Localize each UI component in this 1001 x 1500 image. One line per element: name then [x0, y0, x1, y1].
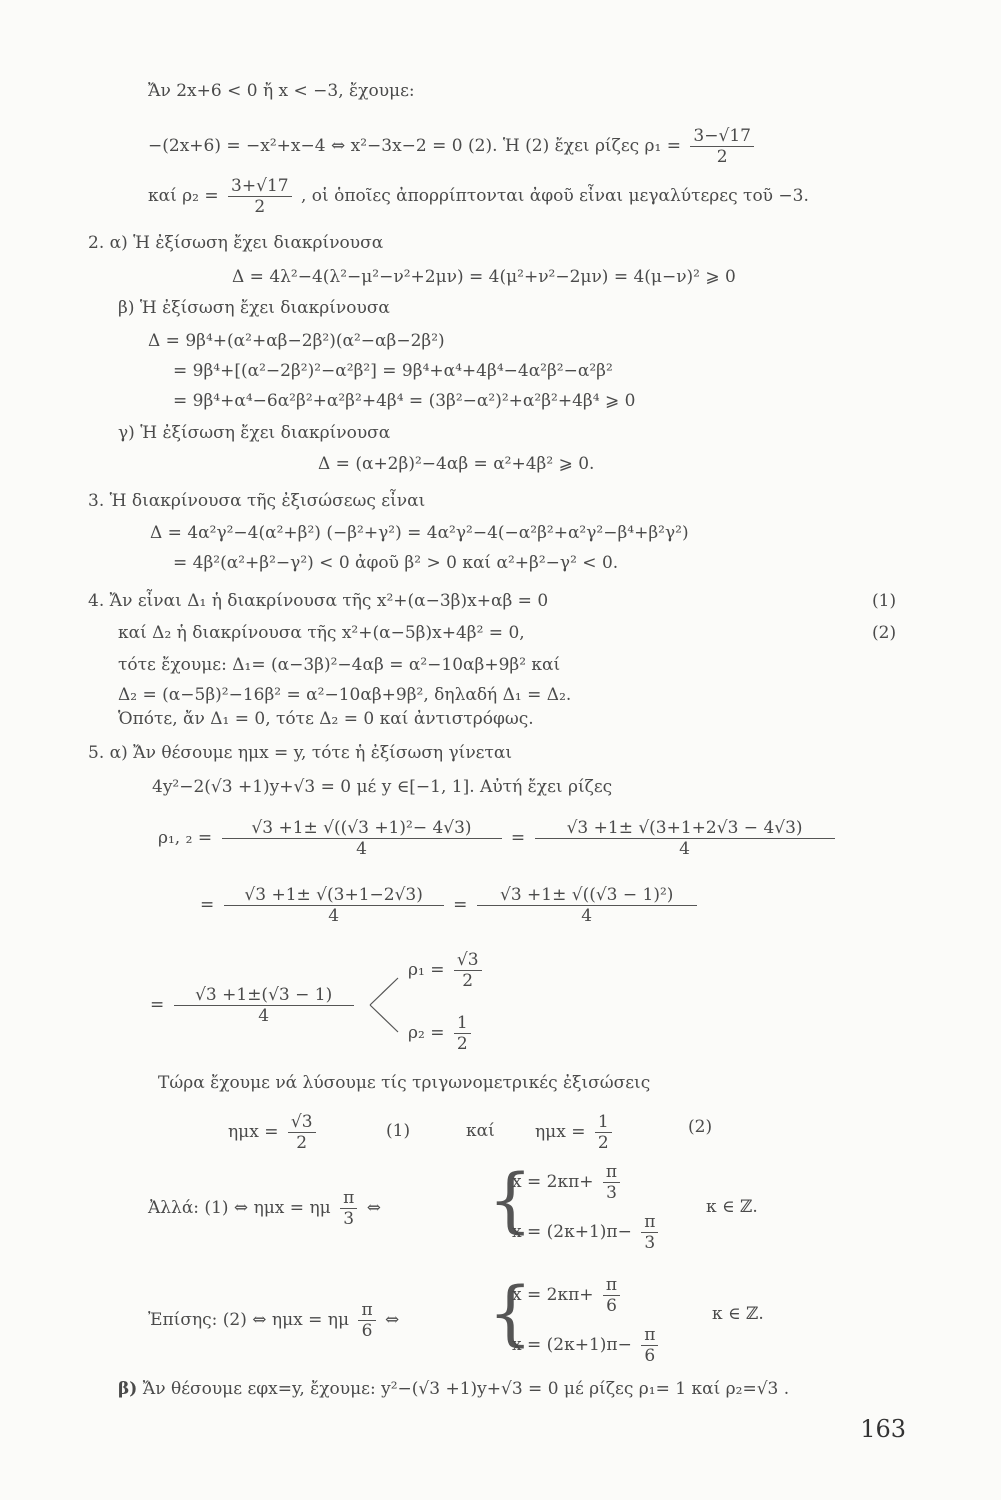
equation-text: Ἐπίσης: (2) ⇔ ημx = ημ — [148, 1310, 350, 1330]
equation-line: Δ = 4α²γ²−4(α²+β²) (−β²+γ²) = 4α²γ²−4(−α²β²+α²γ²−β⁴+β²γ²) — [150, 523, 689, 543]
text-line: Τώρα ἔχουμε νά λύσουμε τίς τριγωνομετρικές ἐξισώσεις — [158, 1073, 651, 1093]
denominator: 2 — [597, 1133, 609, 1153]
numerator: √3 — [454, 950, 482, 971]
section-heading: 5. α) Ἄν θέσουμε ημx = y, τότε ἡ ἐξίσωση γίνεται — [88, 743, 513, 763]
text: κ ∈ ℤ. — [706, 1197, 758, 1217]
denominator: 2 — [716, 147, 728, 167]
equation-line: Δ = (α+2β)²−4αβ = α²+4β² ⩾ 0. — [318, 454, 595, 474]
denominator: 4 — [258, 1006, 270, 1026]
equation-line: Δ = 9β⁴+(α²+αβ−2β²)(α²−αβ−2β²) — [148, 331, 445, 351]
fraction — [641, 1212, 658, 1253]
numerator: π — [603, 1162, 620, 1183]
equation-line — [148, 176, 809, 217]
text-line: καί Δ₂ ἡ διακρίνουσα τῆς x²+(α−5β)x+4β² = 0, — [118, 623, 525, 643]
section-heading — [118, 422, 390, 444]
numerator: 1 — [454, 1013, 471, 1034]
branch-lines — [368, 970, 408, 1040]
text-line: Ὁπότε, ἄν Δ₁ = 0, τότε Δ₂ = 0 καί ἀντιστρόφως. — [118, 709, 534, 729]
item-label: 2. α) — [88, 233, 128, 253]
equation-line — [535, 1112, 616, 1153]
equation-line: Δ = 4λ²−4(λ²−μ²−ν²+2μν) = 4(μ²+ν²−2μν) = 4(μ−ν)² ⩾ 0 — [232, 267, 736, 287]
fraction — [641, 1325, 658, 1366]
left-brace: { — [488, 1272, 533, 1354]
equation-line — [228, 1112, 320, 1153]
equation-text: ρ₂ = — [408, 1023, 445, 1043]
equation-text: ⇔ — [366, 1198, 381, 1218]
text-line: Ἄν 2x+6 < 0 ἤ x < −3, ἔχουμε: — [148, 81, 415, 101]
fraction — [690, 126, 754, 167]
equation-text: ημx = — [228, 1122, 279, 1142]
numerator: π — [641, 1212, 658, 1233]
numerator: 3−√17 — [690, 126, 754, 147]
equation-line — [512, 1162, 624, 1203]
text: κ ∈ ℤ. — [712, 1304, 764, 1324]
fraction — [340, 1188, 357, 1229]
equation-text: x = (2κ+1)π− — [512, 1222, 632, 1242]
text-line: τότε ἔχουμε: Δ₁= (α−3β)²−4αβ = α²−10αβ+9β² καί — [118, 655, 561, 675]
equation-text: x = (2κ+1)π− — [512, 1335, 632, 1355]
section-heading — [88, 232, 383, 254]
equation-text: καί ρ₂ = — [148, 186, 219, 206]
equation-line — [512, 1275, 624, 1316]
equation-text: = — [453, 895, 468, 915]
numerator: π — [358, 1300, 375, 1321]
equation-tag: (2) — [688, 1117, 713, 1137]
fraction — [595, 1112, 612, 1153]
denominator: 2 — [296, 1133, 308, 1153]
fraction — [603, 1162, 620, 1203]
equation-line — [512, 1212, 662, 1253]
equation-text: , οἱ ὁποῖες ἀπορρίπτονται ἀφοῦ εἶναι μεγαλύτερες τοῦ −3. — [300, 186, 809, 206]
equation-text: = — [150, 995, 165, 1015]
fraction — [222, 818, 502, 859]
fraction — [454, 1013, 471, 1054]
fraction — [224, 885, 444, 926]
numerator: √3 +1± √(3+1−2√3) — [224, 885, 444, 906]
numerator: π — [603, 1275, 620, 1296]
equation-tag: (1) — [386, 1121, 411, 1141]
equation-text: −(2x+6) = −x²+x−4 ⇔ x²−3x−2 = 0 (2). Ἡ (2) ἔχει ρίζες ρ₁ = — [148, 136, 682, 156]
equation-text: ρ₁ = — [408, 960, 445, 980]
section-heading: 4. Ἄν εἶναι Δ₁ ἡ διακρίνουσα τῆς x²+(α−3β)x+αβ = 0 — [88, 591, 549, 611]
denominator: 4 — [356, 839, 367, 859]
numerator: √3 +1± √((√3 − 1)²) — [477, 885, 697, 906]
denominator: 6 — [606, 1296, 617, 1316]
equation-text: ρ₁, ₂ = — [158, 828, 213, 848]
fraction — [454, 950, 482, 991]
numerator: √3 +1±(√3 − 1) — [174, 985, 354, 1006]
denominator: 3 — [644, 1233, 656, 1253]
section-heading — [118, 1378, 789, 1400]
equation-line — [150, 985, 358, 1026]
equation-text: = — [510, 828, 526, 848]
equation-line — [200, 885, 701, 926]
denominator: 2 — [456, 1034, 468, 1054]
equation-text: Ἀλλά: (1) ⇔ ημx = ημ — [148, 1198, 331, 1218]
fraction — [535, 818, 835, 859]
denominator: 3 — [606, 1183, 617, 1203]
denominator: 6 — [361, 1321, 373, 1341]
equation-tag: (2) — [872, 623, 897, 643]
equation-tag: (1) — [872, 591, 897, 611]
text: Ἡ ἐξίσωση ἔχει διακρίνουσα — [139, 298, 390, 318]
numerator: √3 +1± √((√3 +1)²− 4√3) — [222, 818, 502, 839]
equation-line — [148, 1188, 381, 1229]
text: Ἡ ἐξίσωση ἔχει διακρίνουσα — [133, 233, 384, 253]
fraction — [477, 885, 697, 926]
item-label: β) — [118, 1379, 138, 1399]
equation-line: = 4β²(α²+β²−γ²) < 0 ἀφοῦ β² > 0 καί α²+β²−γ² < 0. — [173, 553, 619, 573]
section-heading — [118, 297, 390, 319]
fraction — [228, 176, 292, 217]
equation-text: x = 2κπ+ — [512, 1172, 594, 1192]
denominator: 3 — [343, 1209, 355, 1229]
equation-line: 4y²−2(√3 +1)y+√3 = 0 μέ y ∈[−1, 1]. Αὐτή ἔχει ρίζες — [152, 777, 613, 797]
equation-line — [408, 1013, 475, 1054]
numerator: 1 — [595, 1112, 612, 1133]
equation-line — [408, 950, 486, 991]
fraction — [358, 1300, 375, 1341]
numerator: π — [340, 1188, 357, 1209]
equation-line: = 9β⁴+α⁴−6α²β²+α²β²+4β⁴ = (3β²−α²)²+α²β²+4β⁴ ⩾ 0 — [173, 391, 636, 411]
equation-line — [158, 818, 839, 859]
denominator: 4 — [679, 839, 690, 859]
equation-line — [148, 126, 758, 167]
item-label: γ) — [118, 423, 135, 443]
equation-text: x = 2κπ+ — [512, 1285, 594, 1305]
equation-text: ⇔ — [385, 1310, 400, 1330]
fraction — [288, 1112, 316, 1153]
numerator: √3 — [288, 1112, 316, 1133]
denominator: 4 — [581, 906, 593, 926]
text-line: Δ₂ = (α−5β)²−16β² = α²−10αβ+9β², δηλαδή Δ₁ = Δ₂. — [118, 685, 572, 705]
equation-line — [512, 1325, 662, 1366]
text: Ἄν θέσουμε εφx=y, ἔχουμε: y²−(√3 +1)y+√3 = 0 μέ ρίζες ρ₁= 1 καί ρ₂=√3 . — [142, 1379, 790, 1399]
text: Ἡ ἐξίσωση ἔχει διακρίνουσα — [140, 423, 391, 443]
equation-line: = 9β⁴+[(α²−2β²)²−α²β²] = 9β⁴+α⁴+4β⁴−4α²β²−α²β² — [173, 361, 613, 381]
item-label: β) — [118, 298, 135, 318]
fraction — [174, 985, 354, 1026]
denominator: 2 — [254, 197, 266, 217]
numerator: 3+√17 — [228, 176, 292, 197]
fraction — [603, 1275, 620, 1316]
left-brace: { — [488, 1159, 533, 1241]
text: καί — [466, 1121, 495, 1141]
page-number: 163 — [860, 1415, 906, 1443]
equation-line — [148, 1300, 399, 1341]
numerator: π — [641, 1325, 658, 1346]
section-heading: 3. Ἡ διακρίνουσα τῆς ἐξισώσεως εἶναι — [88, 491, 426, 511]
equation-text: ημx = — [535, 1122, 586, 1142]
equation-text: = — [200, 895, 215, 915]
denominator: 6 — [644, 1346, 656, 1366]
denominator: 2 — [462, 971, 474, 991]
numerator: √3 +1± √(3+1+2√3 − 4√3) — [535, 818, 835, 839]
denominator: 4 — [328, 906, 340, 926]
